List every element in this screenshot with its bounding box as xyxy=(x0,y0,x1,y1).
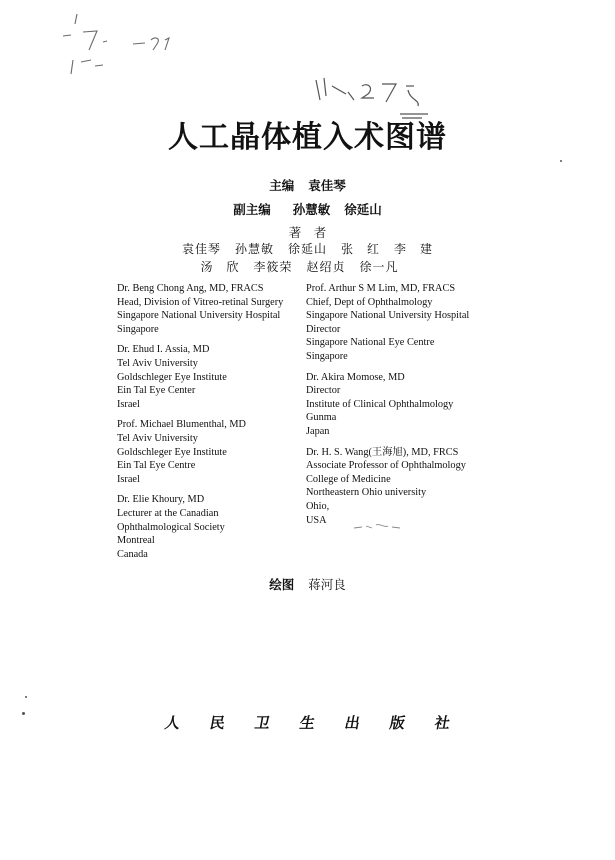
scan-speck xyxy=(25,696,27,698)
contributor-block xyxy=(306,371,469,439)
publisher-char: 版 xyxy=(388,714,407,732)
scan-speck xyxy=(560,160,562,162)
contributor-block xyxy=(117,493,283,561)
authors-row-1 xyxy=(0,240,615,257)
book-title: 人工晶体植入术图谱 xyxy=(168,120,447,155)
publisher-char: 出 xyxy=(343,714,362,732)
author-name: 李 建 xyxy=(394,242,434,256)
author-name: 张 红 xyxy=(341,242,381,256)
publisher-char: 人 xyxy=(163,714,182,732)
illustrator-line xyxy=(0,575,615,593)
contributor-line: Montreal xyxy=(117,535,155,547)
contributor-block xyxy=(117,418,283,486)
contributor-block xyxy=(117,343,283,411)
illustrator-name: 蒋河良 xyxy=(308,577,346,592)
publisher-name xyxy=(0,712,615,733)
contributor-line: Director xyxy=(306,385,341,397)
contributor-line: College of Medicine xyxy=(306,473,391,485)
associate-editor-name: 孙慧敏 xyxy=(292,202,331,217)
contributor-line: Dr. Ehud I. Assia, MD xyxy=(117,344,210,356)
authors-row-2 xyxy=(0,258,607,275)
contributor-line: Head, Division of Vitreo-retinal Surgery xyxy=(117,296,284,308)
publisher-char: 卫 xyxy=(253,714,272,732)
contributor-block xyxy=(306,282,469,364)
author-name: 袁佳琴 xyxy=(181,242,221,256)
contributor-line: Ein Tal Eye Center xyxy=(117,385,196,397)
contributor-line: Northeastern Ohio university xyxy=(306,487,427,499)
contributor-line: Ophthalmological Society xyxy=(117,521,225,533)
author-name: 赵绍贞 xyxy=(306,260,346,274)
author-name: 李筱荣 xyxy=(253,260,293,274)
author-name: 徐一凡 xyxy=(359,260,399,274)
contributor-line: Tel Aviv University xyxy=(117,357,198,369)
scan-smudge xyxy=(352,520,402,532)
publisher-char: 社 xyxy=(433,714,452,732)
authors-heading: 著 者 xyxy=(288,225,327,240)
contributor-line: Associate Professor of Ophthalmology xyxy=(306,460,466,472)
contributor-line: Singapore National University Hospital xyxy=(117,310,281,322)
contributor-line: Prof. Michael Blumenthal, MD xyxy=(117,419,246,431)
contributor-line: Institute of Clinical Ophthalmology xyxy=(306,398,454,410)
contributor-line: Singapore xyxy=(117,323,159,335)
contributors-left-column xyxy=(117,282,283,568)
contributor-line: USA xyxy=(306,514,327,526)
contributor-line: Japan xyxy=(306,425,330,437)
author-name: 徐延山 xyxy=(287,242,327,256)
publisher-char: 生 xyxy=(298,714,317,732)
contributor-line: Chief, Dept of Ophthalmology xyxy=(306,296,433,308)
associate-editors-line xyxy=(0,200,615,218)
editor-line xyxy=(0,176,615,194)
contributor-line: Israel xyxy=(117,473,140,485)
contributor-line: Tel Aviv University xyxy=(117,432,198,444)
handwritten-mark-topleft xyxy=(55,10,185,85)
associate-editor-name: 徐延山 xyxy=(344,202,382,217)
author-name: 孙慧敏 xyxy=(234,242,274,256)
contributor-line: Goldschleger Eye Institute xyxy=(117,446,227,458)
contributor-block xyxy=(117,282,283,336)
contributor-line: Lecturer at the Canadian xyxy=(117,507,219,519)
contributor-line: Israel xyxy=(117,398,140,410)
contributor-line: Ohio, xyxy=(306,500,330,512)
contributor-line: Singapore National University Hospital xyxy=(306,310,470,322)
editor-name: 袁佳琴 xyxy=(308,178,346,193)
associate-editor-label: 副主编 xyxy=(233,202,271,217)
contributor-line: Canada xyxy=(117,548,148,560)
contributors-right-column xyxy=(306,282,469,534)
contributor-line: Singapore National Eye Centre xyxy=(306,337,435,349)
editor-label: 主编 xyxy=(269,178,295,193)
contributor-line: Dr. H. S. Wang(王海旭), MD, FRCS xyxy=(306,446,459,458)
contributor-line: Dr. Akira Momose, MD xyxy=(306,371,405,383)
contributor-line: Dr. Elie Khoury, MD xyxy=(117,494,205,506)
contributor-line: Goldschleger Eye Institute xyxy=(117,371,227,383)
scan-speck xyxy=(22,712,25,715)
author-name: 汤 欣 xyxy=(200,260,240,274)
contributor-line: Dr. Beng Chong Ang, MD, FRACS xyxy=(117,283,264,294)
contributor-block xyxy=(306,446,469,528)
contributor-line: Singapore xyxy=(306,350,348,362)
contributor-line: Ein Tal Eye Centre xyxy=(117,460,196,472)
publisher-char: 民 xyxy=(208,714,227,732)
contributor-line: Director xyxy=(306,323,341,335)
illustrator-label: 绘图 xyxy=(269,577,295,592)
contributor-line: Prof. Arthur S M Lim, MD, FRACS xyxy=(306,283,456,294)
contributor-line: Gunma xyxy=(306,412,337,424)
